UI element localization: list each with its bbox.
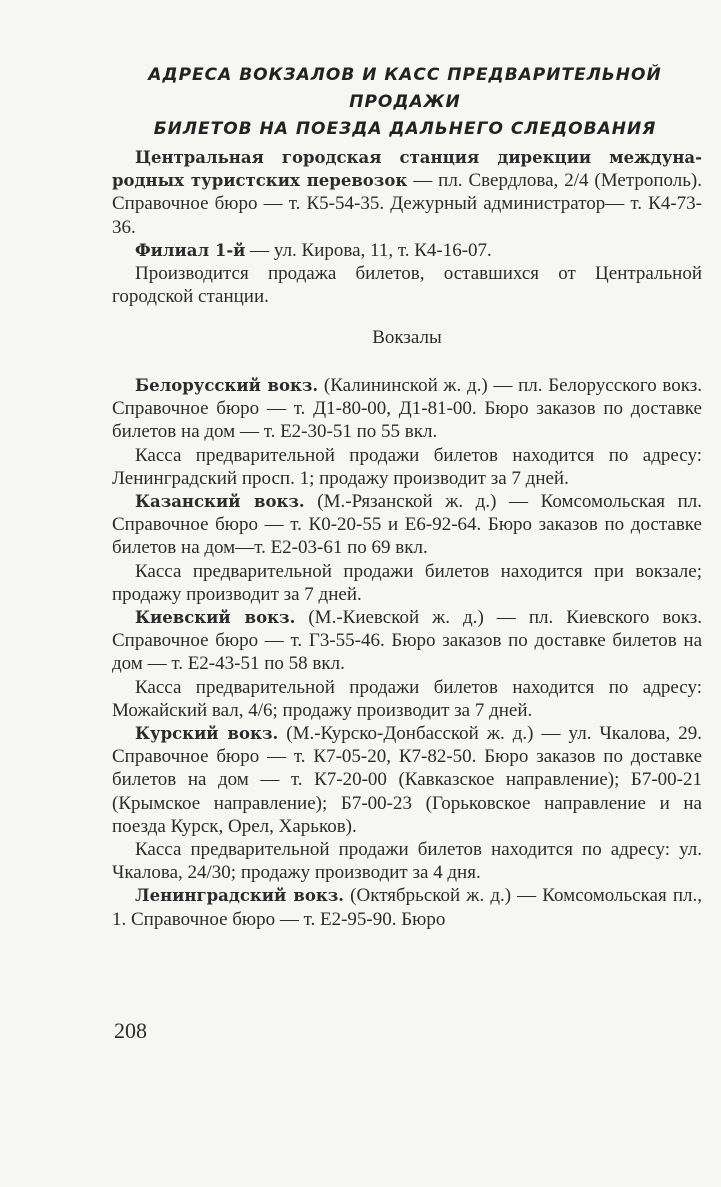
page-heading xyxy=(100,62,710,143)
station-cash-paragraph: Касса предварительной продажи билетов находится при вокзале; продажу производит за 7 дней. xyxy=(112,560,702,605)
station-paragraph xyxy=(112,490,702,560)
intro-block xyxy=(112,146,702,308)
station-text: (М.-Рязанской ж. д.) — Комсомольская пл. Справочное бюро — т. К0-20-55 и Е6-92-64. Бюро заказов по доставке билетов на дом—т. Е2-03-61 по 69 вкл. xyxy=(112,491,702,559)
central-station-text: — пл. Свердлова, 2/4 (Метрополь). Справочное бюро — т. К5-54-35. Дежурный администратор— т. К4-73-36. xyxy=(112,170,702,238)
branch-paragraph xyxy=(112,239,702,262)
station-cash-paragraph: Касса предварительной продажи билетов находится по адресу: Можайский вал, 4/6; продажу производит за 7 дней. xyxy=(112,676,702,721)
page-number: 208 xyxy=(114,1018,147,1043)
central-station-paragraph xyxy=(112,146,702,239)
station-paragraph xyxy=(112,722,702,838)
central-station-name: Центральная городская станция дирекции международных туристских перевозок xyxy=(112,148,702,191)
station-cash-paragraph: Касса предварительной продажи билетов находится по адресу: Ленинградский просп. 1; продажу производит за 7 дней. xyxy=(112,444,702,489)
station-text: (М.-Курско-Донбасской ж. д.) — ул. Чкалова, 29. Справочное бюро — т. К7-05-20, К7-82-50. Бюро заказов по доставке билетов на дом — т. К7-20-00 (Кавказское направление); Б7-00-21 (Крымское направление); Б7-00-23 (Горьковское направление и на поезда Курск, Орел, Харьков). xyxy=(112,723,702,837)
station-text: (М.-Киевской ж. д.) — пл. Киевского вокз. Справочное бюро — т. Г3-55-46. Бюро заказов по доставке билетов на дом — т. Е2-43-51 по 58 вкл. xyxy=(112,607,702,675)
station-text: (Калининской ж. д.) — пл. Белорусского вокз. Справочное бюро — т. Д1-80-00, Д1-81-00. Бюро заказов по доставке билетов на дом — т. Е2-30-51 по 55 вкл. xyxy=(112,375,702,443)
heading-line-2: БИЛЕТОВ НА ПОЕЗДА ДАЛЬНЕГО СЛЕДОВАНИЯ xyxy=(153,119,657,139)
station-paragraph xyxy=(112,374,702,444)
intro-note: Производится продажа билетов, оставшихся от Центральной городской станции. xyxy=(112,263,702,308)
station-paragraph xyxy=(112,606,702,676)
heading-line-1: АДРЕСА ВОКЗАЛОВ И КАСС ПРЕДВАРИТЕЛЬНОЙ ПРОДАЖИ xyxy=(148,65,662,112)
station-name: Курский вокз. xyxy=(135,724,279,744)
station-name: Казанский вокз. xyxy=(135,492,305,512)
branch-name: Филиал 1-й xyxy=(135,240,246,260)
stations-block xyxy=(112,374,702,931)
station-text: (Октябрьской ж. д.) — Комсомольская пл., 1. Справочное бюро — т. Е2-95-90. Бюро xyxy=(112,885,703,930)
section-title: Вокзалы xyxy=(372,327,442,348)
station-name: Ленинградский вокз. xyxy=(135,886,345,906)
station-paragraph xyxy=(112,884,702,930)
station-name: Белорусский вокз. xyxy=(135,376,319,395)
station-name: Киевский вокз. xyxy=(135,608,296,628)
branch-text: — ул. Кирова, 11, т. К4-16-07. xyxy=(245,239,492,261)
station-cash-paragraph: Касса предварительной продажи билетов находится по адресу: ул. Чкалова, 24/30; продажу производит за 4 дня. xyxy=(112,839,702,884)
